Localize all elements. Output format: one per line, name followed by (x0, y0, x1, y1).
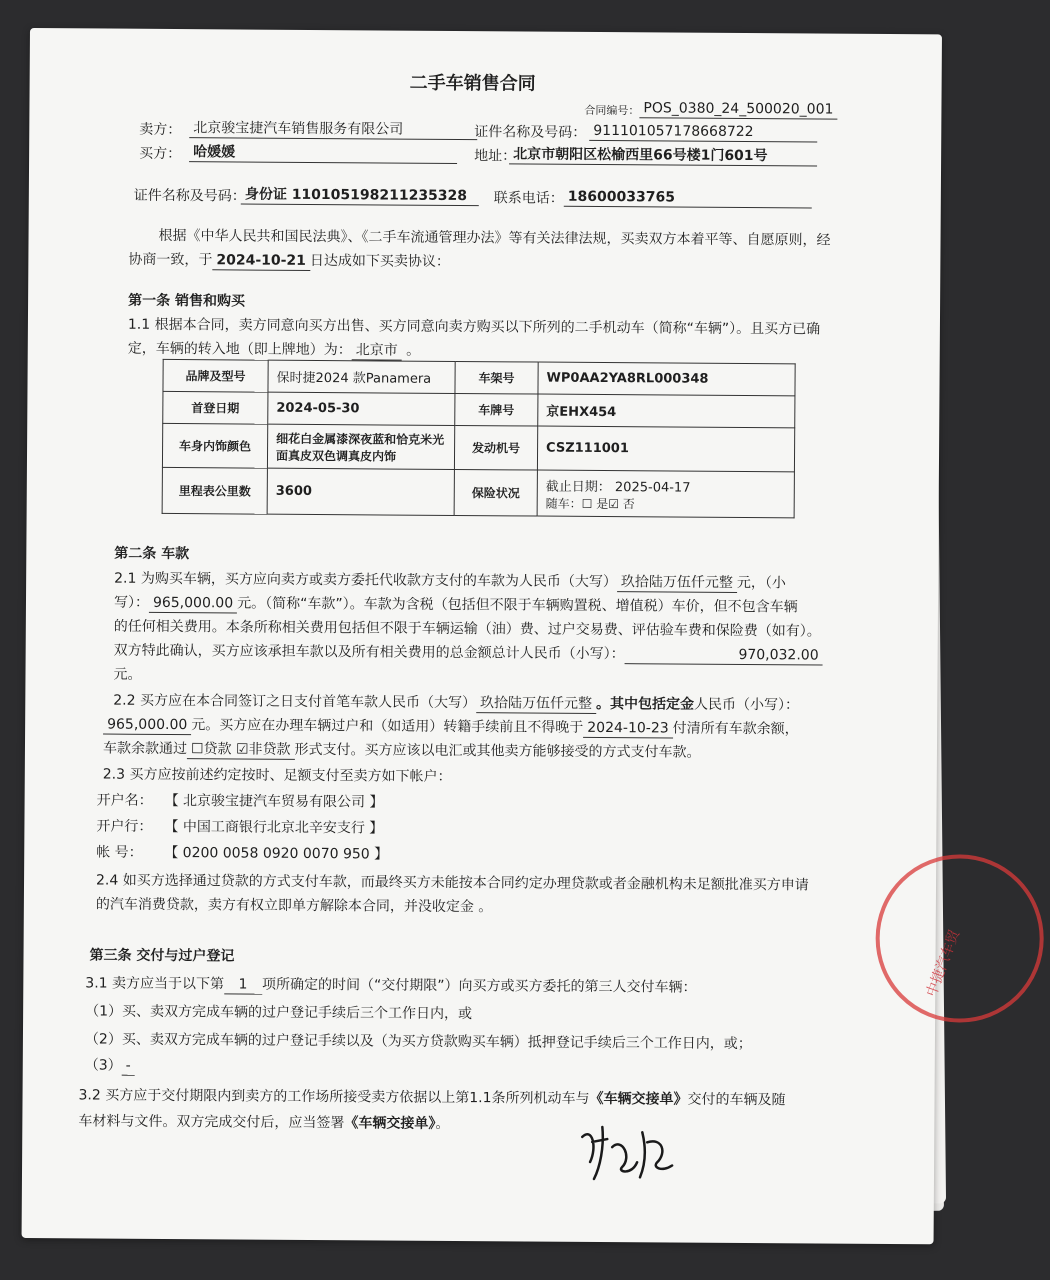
phone-label: 联系电话： (493, 190, 564, 207)
article-2-2-line-2: 965,000.00 元。买方应在办理车辆过户和（如适用）转籍手续前且不得晚于 2024-10-23 付清所有车款余额， (103, 716, 799, 740)
article-1-1-line-1: 1.1 根据本合同，卖方同意向买方出售、买方同意向卖方购买以下所列的二手机动车（简称“车辆”）。且买方已确 (127, 316, 821, 338)
article-3-2-line-2: 车材料与文件。双方完成交付后，应当签署《车辆交接单》。 (78, 1113, 450, 1132)
engine-value: CSZ111001 (537, 426, 794, 472)
table-row (163, 359, 795, 395)
reg-date-label: 首登日期 (163, 391, 268, 424)
contract-page (22, 28, 964, 1244)
account-no: 【 0200 0058 0920 0070 950 】 (164, 844, 389, 863)
seller-cert: 911101057178668722 (589, 122, 817, 143)
table-row (162, 467, 794, 517)
buyer-label: 买方： (139, 145, 182, 163)
table-row (162, 423, 794, 471)
insurance-deadline: 截止日期： 2025-04-17 (545, 479, 691, 496)
mileage-label: 里程表公里数 (162, 467, 267, 514)
address-label: 地址： (474, 148, 517, 165)
vehicle-info-table (162, 359, 796, 518)
article-3-option-2: （2）买、卖双方完成车辆的过户登记手续以及（为买方贷款购买车辆）抵押登记手续后三个工作日内，或； (84, 1031, 752, 1053)
buyer-cert: 身份证 110105198211235328 (241, 185, 479, 206)
buyer-cert-label: 证件名称及号码： (133, 187, 246, 205)
article-2-2-line-3: 车款余款通过 ☐贷款 ☑非贷款 形式支付。买方应该以电汇或其他卖方能够接受的方式支付车款。 (102, 740, 701, 761)
insurance-value (537, 470, 794, 518)
insurance-label: 保险状况 (454, 469, 537, 516)
color-value: 细花白金属漆深夜蓝和恰克米光面真皮双色调真皮内饰 (267, 424, 454, 469)
document-title: 二手车销售合同 (409, 72, 536, 95)
article-2-1-line-3: 的任何相关费用。本条所称相关费用包括但不限于车辆运输（油）费、过户交易费、评估验车费和保险费（如有）。 (113, 618, 821, 640)
reg-date-value: 2024-05-30 (268, 392, 455, 425)
account-name-label: 开户名： (96, 792, 153, 809)
seller-label: 卖方： (139, 121, 182, 139)
contract-no: POS_0380_24_500020_001 (639, 99, 837, 119)
contract-no-label: 合同编号： (584, 103, 640, 118)
article-3-option-3: （3） - (85, 1056, 135, 1075)
vin-label: 车架号 (455, 361, 538, 394)
article-1-title: 第一条 销售和购买 (128, 292, 246, 310)
article-1-1-line-2: 定，车辆的转入地（即上牌地）为： 北京市 。 (127, 340, 421, 359)
color-label: 车身内饰颜色 (162, 423, 267, 468)
article-3-2-line-1: 3.2 买方应于交付期限内到卖方的工作场所接受卖方依据以上第1.1条所列机动车与《车辆交接单》交付的车辆及随 (78, 1087, 786, 1109)
handwritten-signature (562, 1117, 692, 1188)
intro-line-2: 协商一致，于 2024-10-21 日达成如下买卖协议： (128, 251, 450, 270)
article-2-1-line-1: 2.1 为购买车辆，买方应向卖方或卖方委托代收款方支付的车款为人民币（大写） 玖拾陆万伍仟元整 元，（小 (114, 570, 786, 592)
article-2-3: 2.3 买方应按前述约定按时、足额支付至卖方如下帐户： (102, 766, 452, 785)
article-2-title: 第二条 车款 (114, 545, 190, 563)
article-2-4-line-1: 2.4 如买方选择通过贷款的方式支付车款，而最终买方未能按本合同约定办理贷款或者金融机构未足额批准买方申请 (95, 872, 809, 894)
bank-label: 开户行： (96, 818, 153, 835)
bank-name: 【 中国工商银行北京北辛安支行 】 (164, 818, 384, 837)
vin-value: WP0AA2YA8RL000348 (538, 362, 795, 396)
intro-line-1: 根据《中华人民共和国民法典》、《二手车流通管理办法》等有关法律法规，买卖双方本着平等、自愿原则，经 (158, 227, 831, 249)
account-no-label: 帐 号： (96, 844, 143, 861)
brand-value: 保时捷2024 款Panamera (268, 360, 455, 393)
phone: 18600033765 (564, 188, 812, 209)
article-3-option-1: （1）买、卖双方完成车辆的过户登记手续后三个工作日内，或 (85, 1003, 473, 1023)
insurance-follow: 随车：☐ 是☑ 否 (545, 496, 635, 511)
article-2-1-line-2: 写）： 965,000.00 元。（简称“车款”）。车款为含税（包括但不限于车辆购置税、增值税）车价，但不包含车辆 (113, 594, 798, 616)
article-2-1-line-4: 双方特此确认，买方应该承担车款以及所有相关费用的总金额总计人民币（小写）： 970,032.00 (114, 642, 823, 666)
seller-name: 北京骏宝捷汽车销售服务有限公司 (189, 119, 477, 140)
article-2-1-line-5: 元。 (113, 666, 142, 683)
buyer-name: 哈媛媛 (189, 143, 457, 164)
account-name: 【 北京骏宝捷汽车贸易有限公司 】 (164, 792, 384, 811)
seller-cert-label: 证件名称及号码： (474, 124, 587, 141)
plate-value: 京EHX454 (538, 394, 795, 428)
article-3-title: 第三条 交付与过户登记 (89, 947, 235, 965)
article-2-4-line-2: 的汽车消费贷款，卖方有权立即单方解除本合同，并没收定金 。 (95, 896, 493, 916)
article-2-2-line-1: 2.2 买方应在本合同签订之日支付首笔车款人民币（大写） 玖拾陆万伍仟元整 。其中包括定金人民币（小写）： (113, 692, 800, 714)
table-row (163, 391, 795, 427)
mileage-value: 3600 (267, 468, 454, 515)
address: 北京市朝阳区松榆西里66号楼1门601号 (509, 145, 817, 166)
article-3-1: 3.1 卖方应当于以下第 1 项所确定的时间（“交付期限”）向买方或买方委托的第三人交付车辆： (85, 975, 697, 996)
company-seal-text: 中捷汽车贸 (923, 927, 964, 999)
brand-label: 品牌及型号 (163, 359, 268, 392)
engine-label: 发动机号 (454, 425, 537, 470)
plate-label: 车牌号 (455, 393, 538, 426)
